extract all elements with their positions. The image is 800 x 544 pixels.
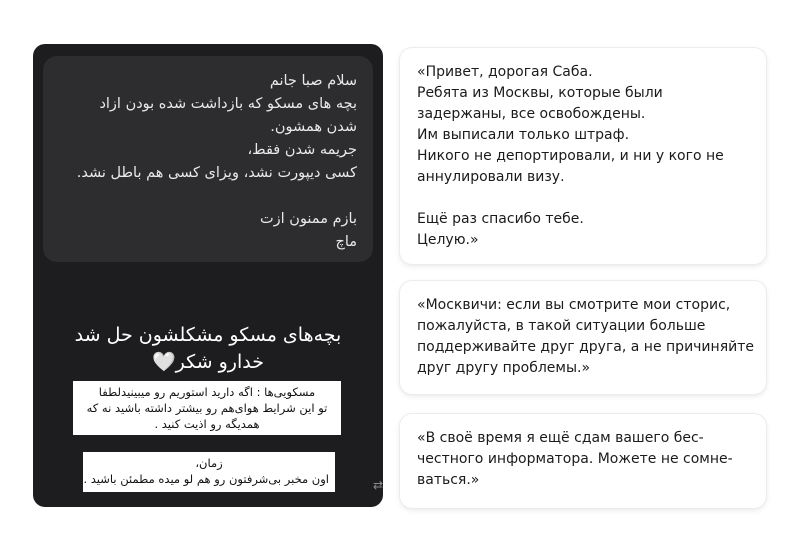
message-line: بچه های مسکو که بازداشت شده بودن ازاد xyxy=(99,96,357,112)
card-line: друг другу проблемы.» xyxy=(417,360,591,376)
card-line: Никого не депортировали, и ни у кого не xyxy=(417,148,724,164)
card-line: аннулировали визу. xyxy=(417,169,565,185)
scroll-arrows-icon[interactable]: ⇄ xyxy=(373,478,383,492)
note-line: مسکویی‌ها : اگه دارید استوریم رو میبینیدلطفا xyxy=(98,385,316,399)
card-line: Ребята из Москвы, которые были xyxy=(417,85,663,101)
message-line: جریمه شدن فقط، xyxy=(247,142,357,158)
message-line: سلام صبا جانم xyxy=(269,73,357,89)
message-line: بازم ممنون ازت xyxy=(260,211,357,227)
card-line: ваться.» xyxy=(417,472,480,488)
story-screenshot xyxy=(33,44,383,507)
translation-card xyxy=(400,281,766,394)
card-spacer xyxy=(417,188,750,209)
translation-card xyxy=(400,48,766,264)
card-line: «Привет, дорогая Саба. xyxy=(417,64,593,80)
caption-line: بچه‌های مسکو مشکلشون حل شد xyxy=(74,324,342,346)
story-note-box xyxy=(83,452,335,492)
note-line: اون مخبر بی‌شرفتون رو هم لو میده مطمئن باشید . xyxy=(83,472,329,486)
story-note-box xyxy=(73,381,341,435)
story-caption xyxy=(33,322,383,376)
card-line: поддерживайте друг друга, а не причиняйте xyxy=(417,339,754,355)
card-line: Ещё раз спасибо тебе. xyxy=(417,211,584,227)
card-line: пожалуйста, в такой ситуации больше xyxy=(417,318,706,334)
note-line: همدیگه رو اذیت کنید . xyxy=(154,417,260,431)
message-line: شدن همشون. xyxy=(270,119,357,135)
note-line: زمان، xyxy=(195,456,223,470)
message-bubble xyxy=(43,56,373,262)
message-line: کسی دیپورت نشد، ویزای کسی هم باطل نشد. xyxy=(76,165,357,181)
card-line: задержаны, все освобождены. xyxy=(417,106,646,122)
caption-line: خدارو شکر🤍 xyxy=(152,351,264,373)
translation-card xyxy=(400,414,766,508)
card-line: Целую.» xyxy=(417,232,479,248)
message-spacer xyxy=(59,185,357,208)
note-line: تو این شرایط هوای‌هم رو بیشتر داشته باشید نه که xyxy=(86,401,328,415)
card-line: честного информатора. Можете не сомне- xyxy=(417,451,733,467)
message-line: ماچ xyxy=(335,234,357,250)
card-line: «Москвичи: если вы смотрите мои сторис, xyxy=(417,297,731,313)
card-line: Им выписали только штраф. xyxy=(417,127,630,143)
card-line: «В своё время я ещё сдам вашего бес- xyxy=(417,430,704,446)
